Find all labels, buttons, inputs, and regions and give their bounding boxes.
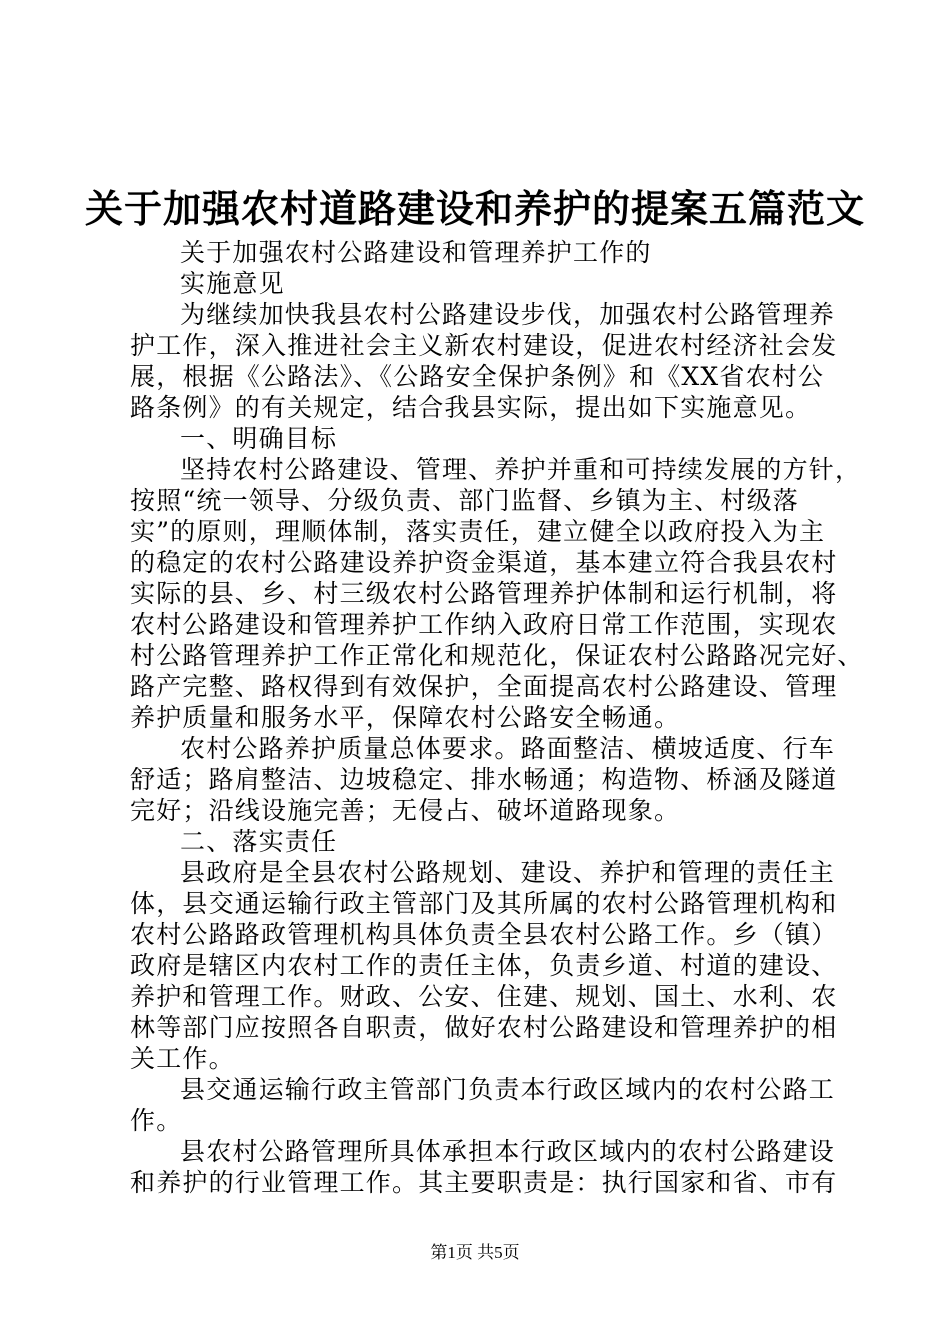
body-line: 作。 bbox=[130, 1106, 183, 1135]
body-line: 农村公路养护质量总体要求。路面整洁、横坡适度、行车 bbox=[180, 734, 836, 763]
body-line: 关于加强农村公路建设和管理养护工作的 bbox=[180, 238, 652, 267]
body-line: 养护质量和服务水平，保障农村公路安全畅通。 bbox=[130, 703, 681, 732]
body-line: 路产完整、路权得到有效保护，全面提高农村公路建设、管理 bbox=[130, 672, 838, 701]
body-line: 林等部门应按照各自职责，做好农村公路建设和管理养护的相 bbox=[130, 1013, 838, 1042]
body-line: 农村公路建设和管理养护工作纳入政府日常工作范围，实现农 bbox=[130, 610, 838, 639]
body-line: 舒适；路肩整洁、边坡稳定、排水畅通；构造物、桥涵及隧道 bbox=[130, 765, 838, 794]
body-line: 政府是辖区内农村工作的责任主体，负责乡道、村道的建设、 bbox=[130, 951, 838, 980]
body-line: 养护和管理工作。财政、公安、住建、规划、国土、水利、农 bbox=[130, 982, 838, 1011]
body-line: 县政府是全县农村公路规划、建设、养护和管理的责任主 bbox=[180, 858, 836, 887]
body-line: 坚持农村公路建设、管理、养护并重和可持续发展的方针， bbox=[180, 455, 862, 484]
body-line: 体，县交通运输行政主管部门及其所属的农村公路管理机构和 bbox=[130, 889, 838, 918]
body-line: 村公路管理养护工作正常化和规范化，保证农村公路路况完好、 bbox=[130, 641, 864, 670]
body-line: 实”的原则，理顺体制，落实责任，建立健全以政府投入为主 bbox=[130, 517, 826, 546]
body-line: 路条例》的有关规定，结合我县实际，提出如下实施意见。 bbox=[130, 393, 812, 422]
body-line: 二、落实责任 bbox=[180, 827, 338, 856]
body-line: 为继续加快我县农村公路建设步伐，加强农村公路管理养 bbox=[180, 300, 836, 329]
body-line: 实际的县、乡、村三级农村公路管理养护体制和运行机制，将 bbox=[130, 579, 838, 608]
body-line: 的稳定的农村公路建设养护资金渠道，基本建立符合我县农村 bbox=[130, 548, 838, 577]
document-title: 关于加强农村道路建设和养护的提案五篇范文 bbox=[84, 186, 865, 231]
body-line: 实施意见 bbox=[180, 269, 285, 298]
body-line: 一、明确目标 bbox=[180, 424, 338, 453]
body-line: 县交通运输行政主管部门负责本行政区域内的农村公路工 bbox=[180, 1075, 836, 1104]
body-line: 县农村公路管理所具体承担本行政区域内的农村公路建设 bbox=[180, 1137, 836, 1166]
body-line: 按照“统一领导、分级负责、部门监督、乡镇为主、村级落 bbox=[130, 486, 799, 515]
body-line bbox=[130, 206, 830, 237]
page-footer: 第1页 共5页 bbox=[430, 1243, 520, 1262]
body-line: 完好；沿线设施完善；无侵占、破坏道路现象。 bbox=[130, 796, 681, 825]
body-line: 和养护的行业管理工作。其主要职责是：执行国家和省、市有 bbox=[130, 1168, 838, 1197]
body-line: 展，根据《公路法》、《公路安全保护条例》和《XX省农村公 bbox=[130, 362, 825, 391]
body-line: 农村公路路政管理机构具体负责全县农村公路工作。乡（镇） bbox=[130, 920, 838, 949]
body-line: 关工作。 bbox=[130, 1044, 235, 1073]
body-line: 护工作，深入推进社会主义新农村建设，促进农村经济社会发 bbox=[130, 331, 838, 360]
